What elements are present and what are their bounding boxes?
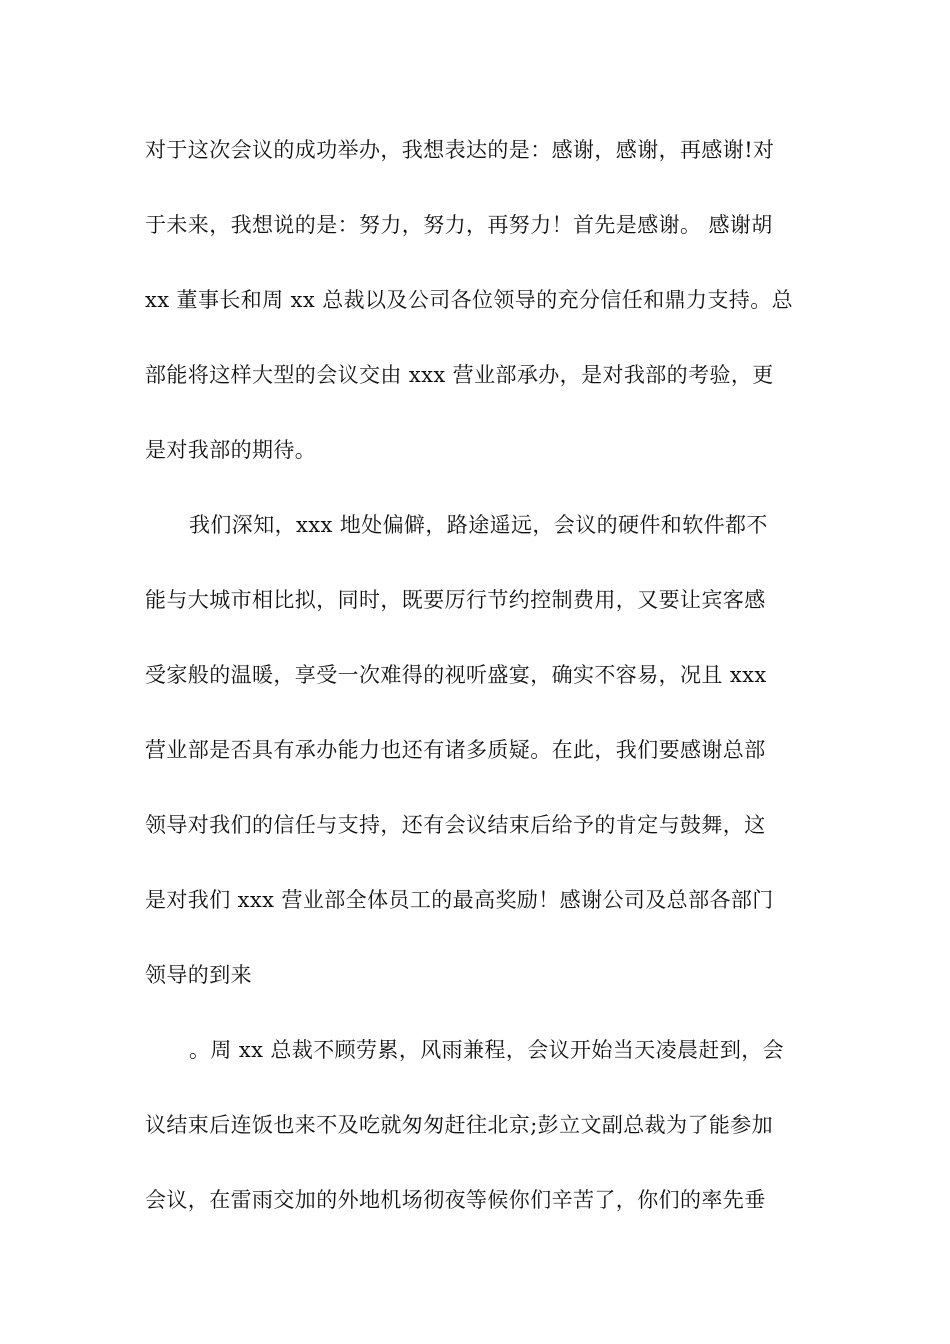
text-line: 营业部是否具有承办能力也还有诸多质疑。在此，我们要感谢总部 [145, 738, 766, 762]
text-line: 受家般的温暖，享受一次难得的视听盛宴，确实不容易，况且 xxx [145, 663, 767, 687]
text-line: 部能将这样大型的会议交由 xxx 营业部承办，是对我部的考验，更 [145, 363, 774, 387]
text-line: 。周 xx 总裁不顾劳累，风雨兼程，会议开始当天凌晨赶到，会 [189, 1038, 785, 1062]
text-line: 能与大城市相比拟，同时，既要厉行节约控制费用，又要让宾客感 [145, 588, 766, 612]
text-line: 是对我们 xxx 营业部全体员工的最高奖励！感谢公司及总部各部门 [145, 888, 774, 912]
text-line: 于未来，我想说的是：努力，努力，再努力！首先是感谢。 感谢胡 [145, 213, 773, 237]
text-line: 我们深知，xxx 地处偏僻，路途遥远，会议的硬件和软件都不 [189, 513, 768, 537]
text-line: 领导的到来 [145, 963, 252, 987]
text-line: 对于这次会议的成功举办，我想表达的是：感谢，感谢，再感谢!对 [145, 138, 775, 162]
text-line: 是对我部的期待。 [145, 438, 317, 462]
text-line: 议结束后连饭也来不及吃就匆匆赶往北京;彭立文副总裁为了能参加 [145, 1113, 774, 1137]
text-line: 会议，在雷雨交加的外地机场彻夜等候你们辛苦了，你们的率先垂 [145, 1188, 766, 1212]
text-line: 领导对我们的信任与支持，还有会议结束后给予的肯定与鼓舞，这 [145, 813, 766, 837]
text-line: xx 董事长和周 xx 总裁以及公司各位领导的充分信任和鼎力支持。总 [145, 288, 793, 312]
